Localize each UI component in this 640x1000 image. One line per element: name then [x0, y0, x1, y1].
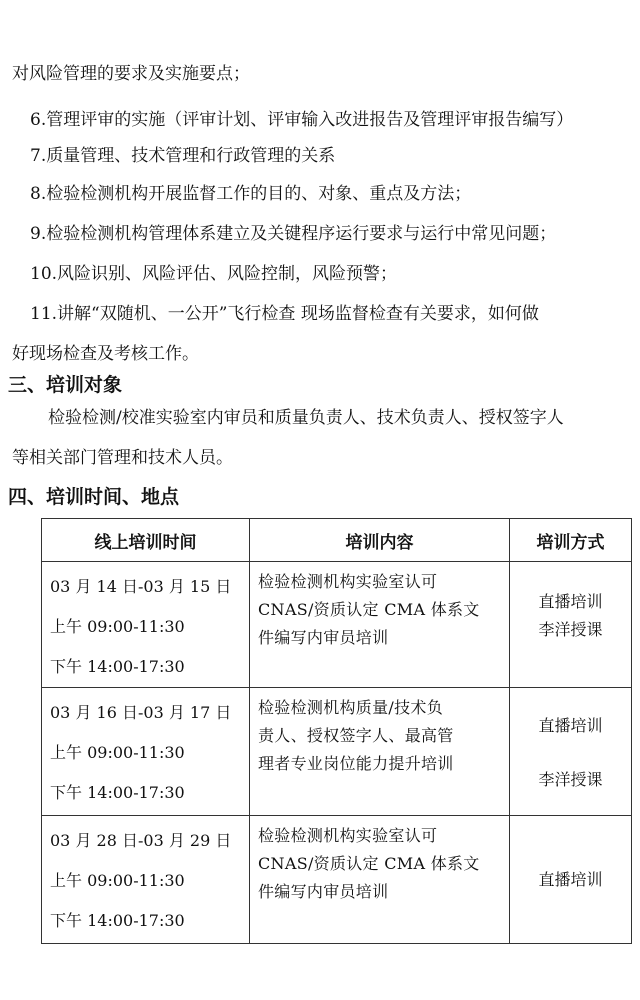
mode-cell [510, 688, 632, 816]
body-line-3: 7.质量管理、技术管理和行政管理的关系 [30, 146, 336, 166]
body-line-4: 8.检验检测机构开展监督工作的目的、对象、重点及方法； [30, 184, 472, 204]
content-line: CNAS/资质认定 CMA 体系文 [258, 600, 480, 619]
time-cell [42, 562, 250, 688]
morning-time: 上午 09:00-11:30 [50, 617, 185, 636]
section-3-line-2: 等相关部门管理和技术人员。 [12, 448, 233, 468]
mode-line: 直播培训 [538, 870, 603, 889]
content-cell [250, 562, 510, 688]
table-row [42, 688, 632, 816]
table-row [42, 816, 632, 944]
content-line: 责人、授权签字人、最高管 [258, 726, 454, 745]
header-time: 线上培训时间 [42, 519, 250, 562]
content-line: 件编写内审员培训 [258, 882, 389, 901]
afternoon-time: 下午 14:00-17:30 [50, 911, 185, 930]
body-line-7: 11.讲解“双随机、一公开”飞行检查 现场监督检查有关要求，如何做 [30, 304, 539, 324]
morning-time: 上午 09:00-11:30 [50, 871, 185, 890]
body-line-1: 对风险管理的要求及实施要点； [12, 64, 250, 84]
body-line-5: 9.检验检测机构管理体系建立及关键程序运行要求与运行中常见问题； [30, 224, 557, 244]
body-line-6: 10.风险识别、风险评估、风险控制，风险预警； [30, 264, 398, 284]
time-cell [42, 816, 250, 944]
table-row [42, 562, 632, 688]
body-line-2: 6.管理评审的实施（评审计划、评审输入改进报告及管理评审报告编写） [30, 110, 574, 130]
section-3-line-1: 检验检测/校准实验室内审员和质量负责人、技术负责人、授权签字人 [48, 408, 564, 428]
mode-line: 直播培训 [538, 592, 603, 611]
content-line: 检验检测机构实验室认可 [258, 826, 438, 845]
mode-cell [510, 562, 632, 688]
mode-cell [510, 816, 632, 944]
body-line-8: 好现场检查及考核工作。 [12, 344, 199, 364]
header-content: 培训内容 [250, 519, 510, 562]
training-schedule-table [41, 518, 632, 944]
content-cell [250, 816, 510, 944]
content-line: 理者专业岗位能力提升培训 [258, 754, 454, 773]
content-cell [250, 688, 510, 816]
lecturer-line: 李洋授课 [538, 620, 603, 639]
content-line: 件编写内审员培训 [258, 628, 389, 647]
mode-line: 直播培训 [538, 716, 603, 735]
afternoon-time: 下午 14:00-17:30 [50, 657, 185, 676]
section-3-heading: 三、培训对象 [8, 374, 123, 396]
content-line: CNAS/资质认定 CMA 体系文 [258, 854, 480, 873]
afternoon-time: 下午 14:00-17:30 [50, 783, 185, 802]
content-line: 检验检测机构实验室认可 [258, 572, 438, 591]
morning-time: 上午 09:00-11:30 [50, 743, 185, 762]
date-range: 03 月 14 日-03 月 15 日 [50, 577, 232, 596]
date-range: 03 月 28 日-03 月 29 日 [50, 831, 232, 850]
date-range: 03 月 16 日-03 月 17 日 [50, 703, 232, 722]
time-cell [42, 688, 250, 816]
table-header-row [42, 519, 632, 562]
section-4-heading: 四、培训时间、地点 [8, 486, 180, 508]
lecturer-line: 李洋授课 [538, 770, 603, 789]
header-mode: 培训方式 [510, 519, 632, 562]
content-line: 检验检测机构质量/技术负 [258, 698, 443, 717]
